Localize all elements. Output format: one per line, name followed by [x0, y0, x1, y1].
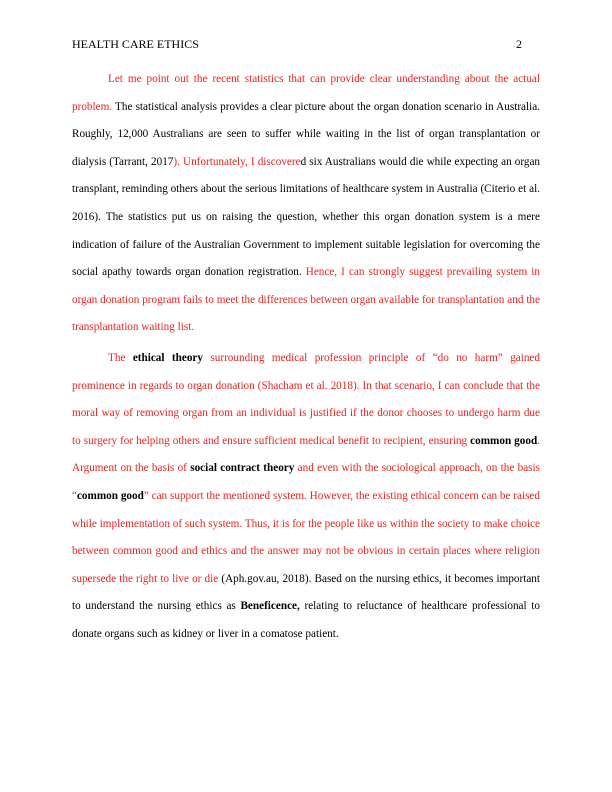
emphasized-term: social contract theory — [190, 462, 295, 475]
paragraph-statistics — [72, 66, 540, 342]
running-header — [72, 36, 540, 52]
emphasized-term: Beneficence, — [240, 600, 300, 613]
highlighted-text: Hence, I can strongly suggest prevailing system in organ donation program fails to meet the differences between organ available for transplantation and the transplantation waiting list. — [72, 266, 540, 334]
body-text: relating to reluctance of healthcare professional to donate organs such as kidney or liver in a comatose patient. — [72, 600, 540, 640]
paragraph-ethical-theory — [72, 345, 540, 649]
document-body — [72, 66, 540, 648]
emphasized-term: ethical theory — [132, 351, 203, 364]
body-text: (Aph.gov.au, 2018). Based on the nursing ethics, it becomes important to understand the nursing ethics as — [72, 572, 541, 613]
highlighted-text: . Argument on the basis of — [72, 434, 540, 475]
body-text: The statistical analysis provides a clear picture about the organ donation scenario in Australia. Roughly, 12,000 Australians are seen to suffer while waiting in the list of organ transplantation or dialysis (Tarrant, 2017 — [72, 100, 540, 168]
highlighted-text: and even with the sociological approach, on the basis “ — [72, 462, 540, 502]
highlighted-text: ” can support the mentioned system. However, the existing ethical concern can be raised while implementation of such system. Thus, it is for the people like us within the society to make choice between common good and ethics and the answer may not be obvious in certain places where religion supersede the right to live or die — [72, 489, 540, 585]
body-text: d six Australians would die while expecting an organ transplant, reminding others about the serious limitations of healthcare system in Australia (Citerio et al. 2016). The statistics put us on raising the question, whether this organ donation system is a mere indication of failure of the Australian Government to implement suitable legislation for overcoming the social apathy towards organ donation registration. — [72, 155, 541, 279]
page-number: 2 — [516, 37, 522, 51]
running-head-title: HEALTH CARE ETHICS — [72, 37, 199, 51]
highlighted-text: Let me point out the recent statistics that can provide clear understanding about the actual problem. — [72, 73, 540, 113]
highlighted-text: surrounding medical profession principle of “do no harm” gained prominence in regards to organ donation (Shacham et al. 2018). In that scenario, I can conclude that the moral way of removing organ from an individual is justified if the donor chooses to undergo harm due to surgery for helping others and ensure sufficient medical benefit to recipient, ensuring — [72, 351, 540, 447]
highlighted-text: ). Unfortunately, I discovere — [173, 155, 301, 168]
emphasized-term: common good — [470, 434, 538, 447]
emphasized-term: common good — [76, 489, 144, 502]
highlighted-text: The — [108, 351, 133, 364]
